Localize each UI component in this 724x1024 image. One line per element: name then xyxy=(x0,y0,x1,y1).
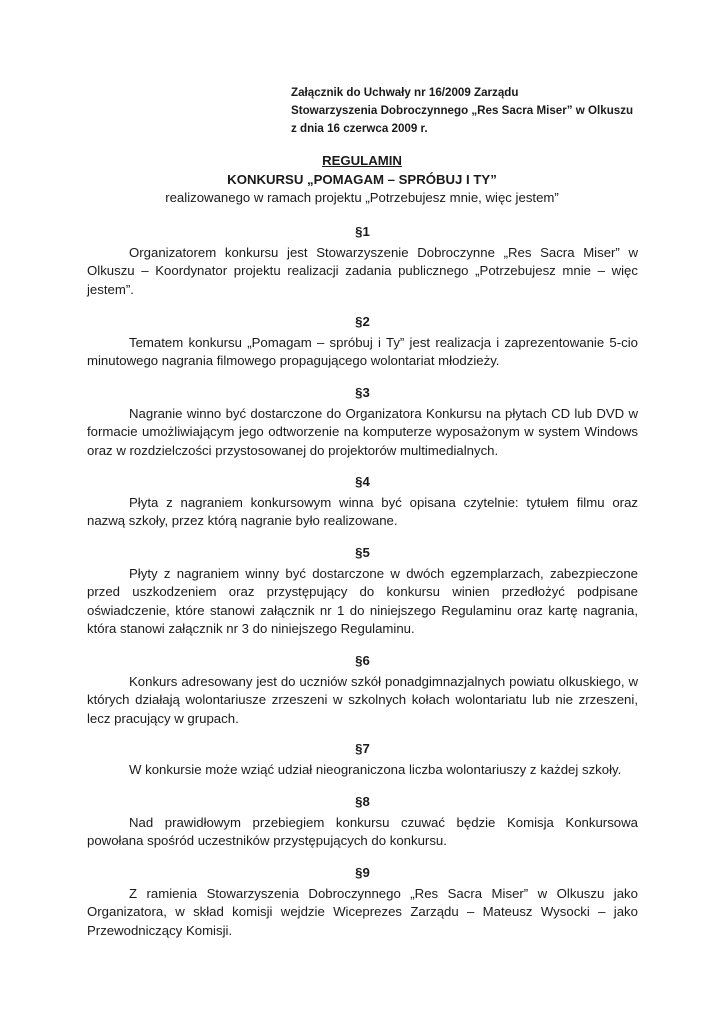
document-subtitle: KONKURSU „POMAGAM – SPRÓBUJ I TY” xyxy=(227,171,497,187)
section-3 xyxy=(87,384,638,460)
section-number: §8 xyxy=(355,794,370,809)
section-8 xyxy=(87,793,638,851)
document-title: REGULAMIN xyxy=(322,153,402,168)
section-number: §7 xyxy=(355,741,370,756)
section-number: §4 xyxy=(355,474,370,489)
section-9 xyxy=(87,864,638,940)
annex-line: z dnia 16 czerwca 2009 r. xyxy=(291,122,428,135)
section-number: §9 xyxy=(355,865,370,880)
section-text: Z ramienia Stowarzyszenia Dobroczynnego „Res Sacra Miser” w Olkuszu jako Organizatora, w skład komisji wejdzie Wiceprezes Zarządu – Mateusz Wysocki – jako Przewodniczący Komisji. xyxy=(87,886,638,938)
annex-line: Załącznik do Uchwały nr 16/2009 Zarządu xyxy=(291,86,519,99)
section-5 xyxy=(87,544,638,639)
section-text: Tematem konkursu „Pomagam – spróbuj i Ty” jest realizacja i zaprezentowanie 5-cio minutowego nagrania filmowego propagującego wolontariat młodzieży. xyxy=(87,335,638,369)
annex-line: Stowarzyszenia Dobroczynnego „Res Sacra Miser” w Olkuszu xyxy=(291,104,634,117)
section-text: Konkurs adresowany jest do uczniów szkół ponadgimnazjalnych powiatu olkuskiego, w których działają wolontariusze zrzeszeni w szkolnych kołach wolontariatu lub nie zrzeszeni, lecz pracujący w grupach. xyxy=(87,674,638,726)
section-number: §2 xyxy=(355,314,370,329)
section-text: Nad prawidłowym przebiegiem konkursu czuwać będzie Komisja Konkursowa powołana spośród uczestników przystępujących do konkursu. xyxy=(87,815,638,849)
annex-header xyxy=(291,84,633,138)
document-heading xyxy=(0,152,724,208)
section-4 xyxy=(87,473,638,531)
section-number: §5 xyxy=(355,545,370,560)
section-number: §1 xyxy=(355,224,370,239)
section-number: §6 xyxy=(355,653,370,668)
section-1 xyxy=(87,223,638,299)
section-text: Organizatorem konkursu jest Stowarzyszenie Dobroczynne „Res Sacra Miser” w Olkuszu – Koordynator projektu realizacji zadania publicznego „Potrzebujesz mnie – więc jestem”. xyxy=(87,245,638,297)
section-text: W konkursie może wziąć udział nieograniczona liczba wolontariuszy z każdej szkoły. xyxy=(129,762,622,777)
section-text: Nagranie winno być dostarczone do Organizatora Konkursu na płytach CD lub DVD w formacie umożliwiającym jego odtworzenie na komputerze wyposażonym w system Windows oraz w rozdzielczości przystosowanej do projektorów multimedialnych. xyxy=(87,406,638,458)
section-2 xyxy=(87,313,638,371)
section-text: Płyta z nagraniem konkursowym winna być opisana czytelnie: tytułem filmu oraz nazwą szkoły, przez którą nagranie było realizowane. xyxy=(87,495,638,529)
section-text: Płyty z nagraniem winny być dostarczone w dwóch egzemplarzach, zabezpieczone przed uszkodzeniem oraz przystępujący do konkursu winien przedłożyć podpisane oświadczenie, które stanowi załącznik nr 1 do niniejszego Regulaminu oraz kartę nagrania, która stanowi załącznik nr 3 do niniejszego Regulaminu. xyxy=(87,566,638,637)
section-7 xyxy=(87,740,638,779)
section-6 xyxy=(87,652,638,728)
section-number: §3 xyxy=(355,385,370,400)
project-line: realizowanego w ramach projektu „Potrzebujesz mnie, więc jestem” xyxy=(165,190,559,205)
